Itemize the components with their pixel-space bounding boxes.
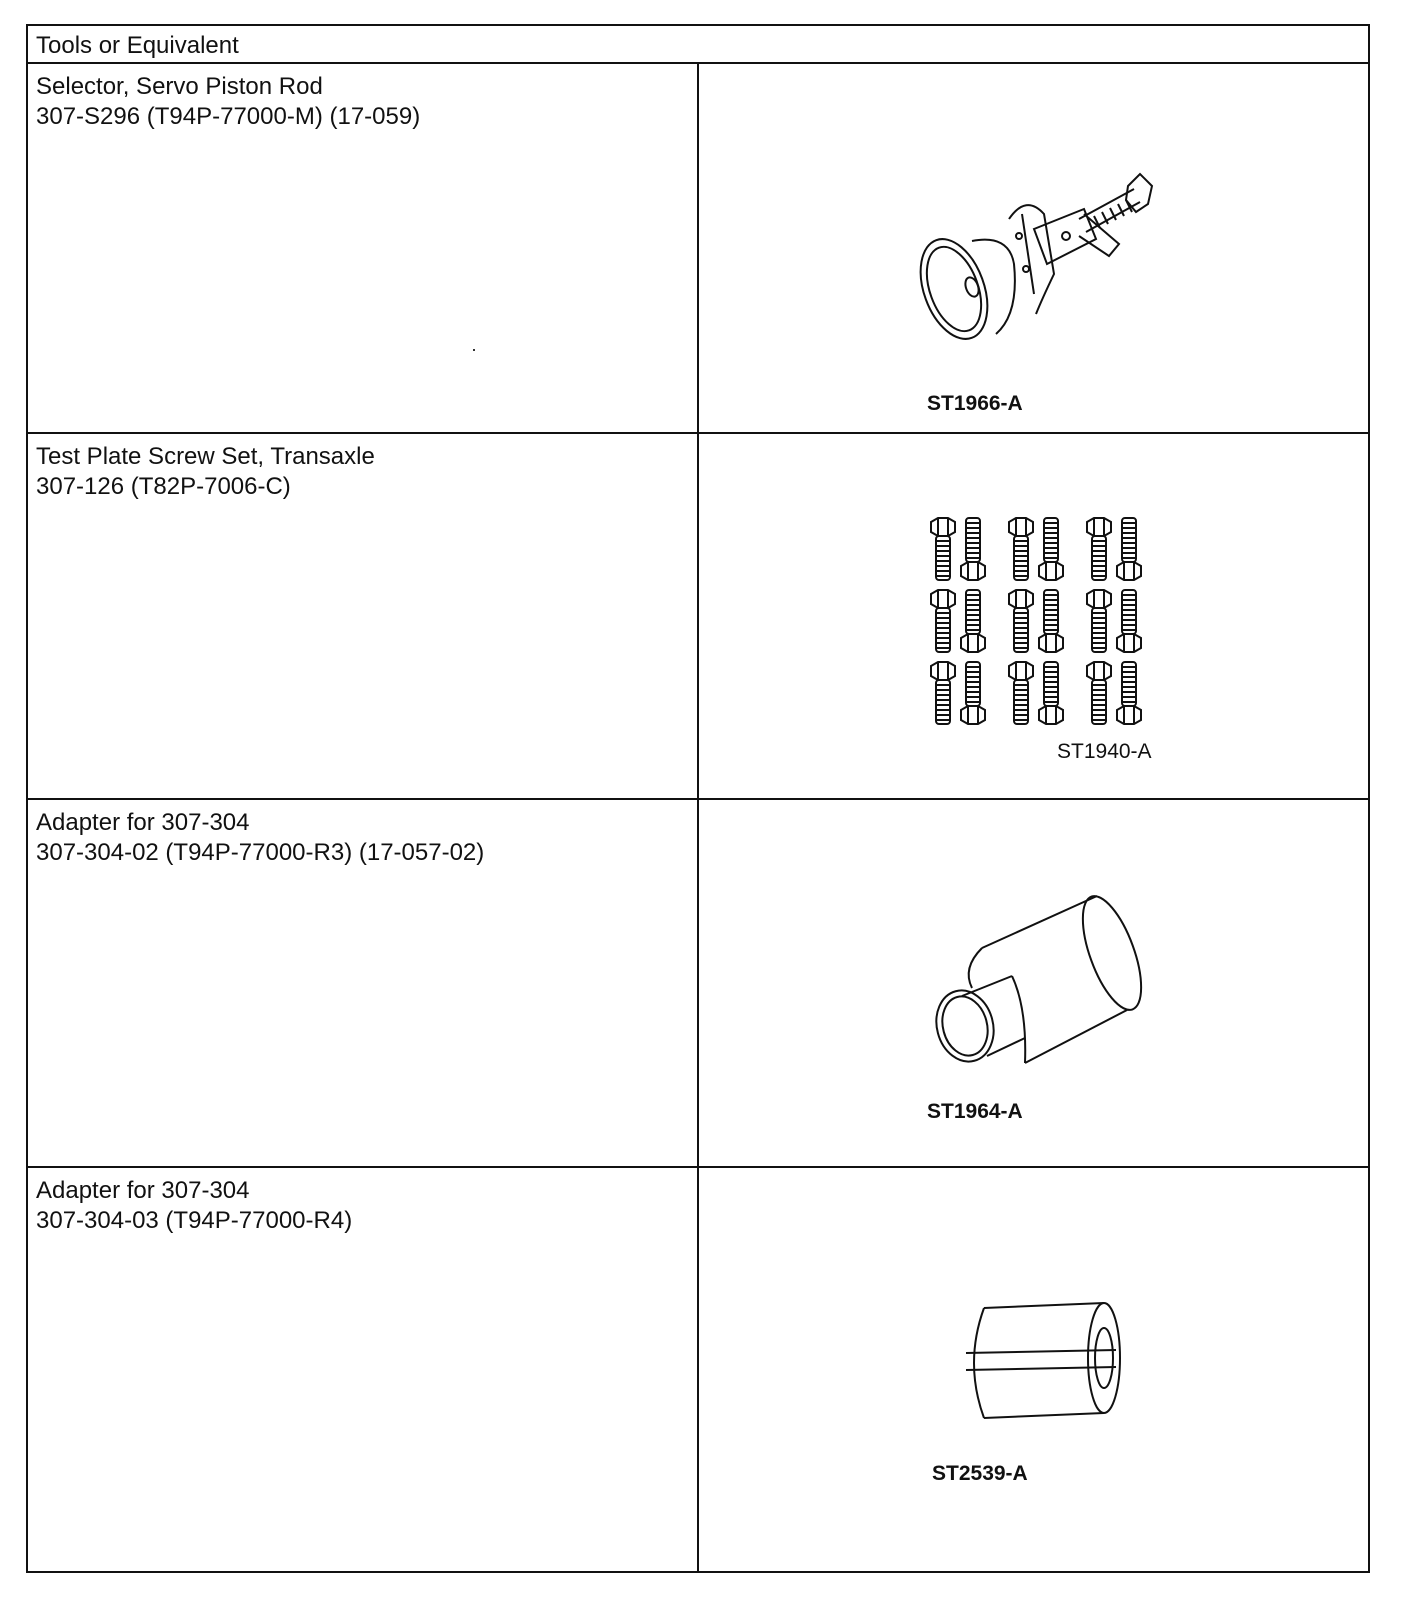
table-row (28, 800, 1368, 1168)
figure-label: ST1964-A (927, 1100, 1023, 1123)
tool-name: Selector, Servo Piston Rod (36, 73, 323, 100)
servo-piston-rod-selector-icon (914, 164, 1154, 344)
tool-figure-cell (699, 64, 1368, 432)
table-row (28, 64, 1368, 434)
figure-label: ST2539-A (932, 1462, 1028, 1485)
tool-number: 307-304-02 (T94P-77000-R3) (17-057-02) (36, 839, 485, 866)
stray-dot (473, 349, 475, 351)
tool-name: Adapter for 307-304 (36, 809, 250, 836)
tools-table (26, 24, 1370, 1573)
table-header-label: Tools or Equivalent (36, 32, 239, 59)
tool-description-cell (28, 1168, 699, 1573)
tool-number: 307-126 (T82P-7006-C) (36, 473, 291, 500)
figure-label: ST1966-A (927, 392, 1023, 415)
tool-description-cell (28, 434, 699, 798)
tool-number: 307-S296 (T94P-77000-M) (17-059) (36, 103, 421, 130)
cylinder-adapter-icon (954, 1298, 1134, 1428)
tool-figure-cell (699, 800, 1368, 1166)
tool-description-cell (28, 64, 699, 432)
figure-label: ST1940-A (1057, 740, 1152, 763)
screw-set-icon (931, 518, 1161, 728)
tool-name: Test Plate Screw Set, Transaxle (36, 443, 375, 470)
table-header (28, 26, 1368, 64)
tool-figure-cell (699, 434, 1368, 798)
tool-figure-cell (699, 1168, 1368, 1573)
stepped-adapter-icon (927, 888, 1147, 1068)
tool-description-cell (28, 800, 699, 1166)
table-row (28, 1168, 1368, 1573)
tool-name: Adapter for 307-304 (36, 1177, 250, 1204)
table-row (28, 434, 1368, 800)
tool-number: 307-304-03 (T94P-77000-R4) (36, 1207, 353, 1234)
